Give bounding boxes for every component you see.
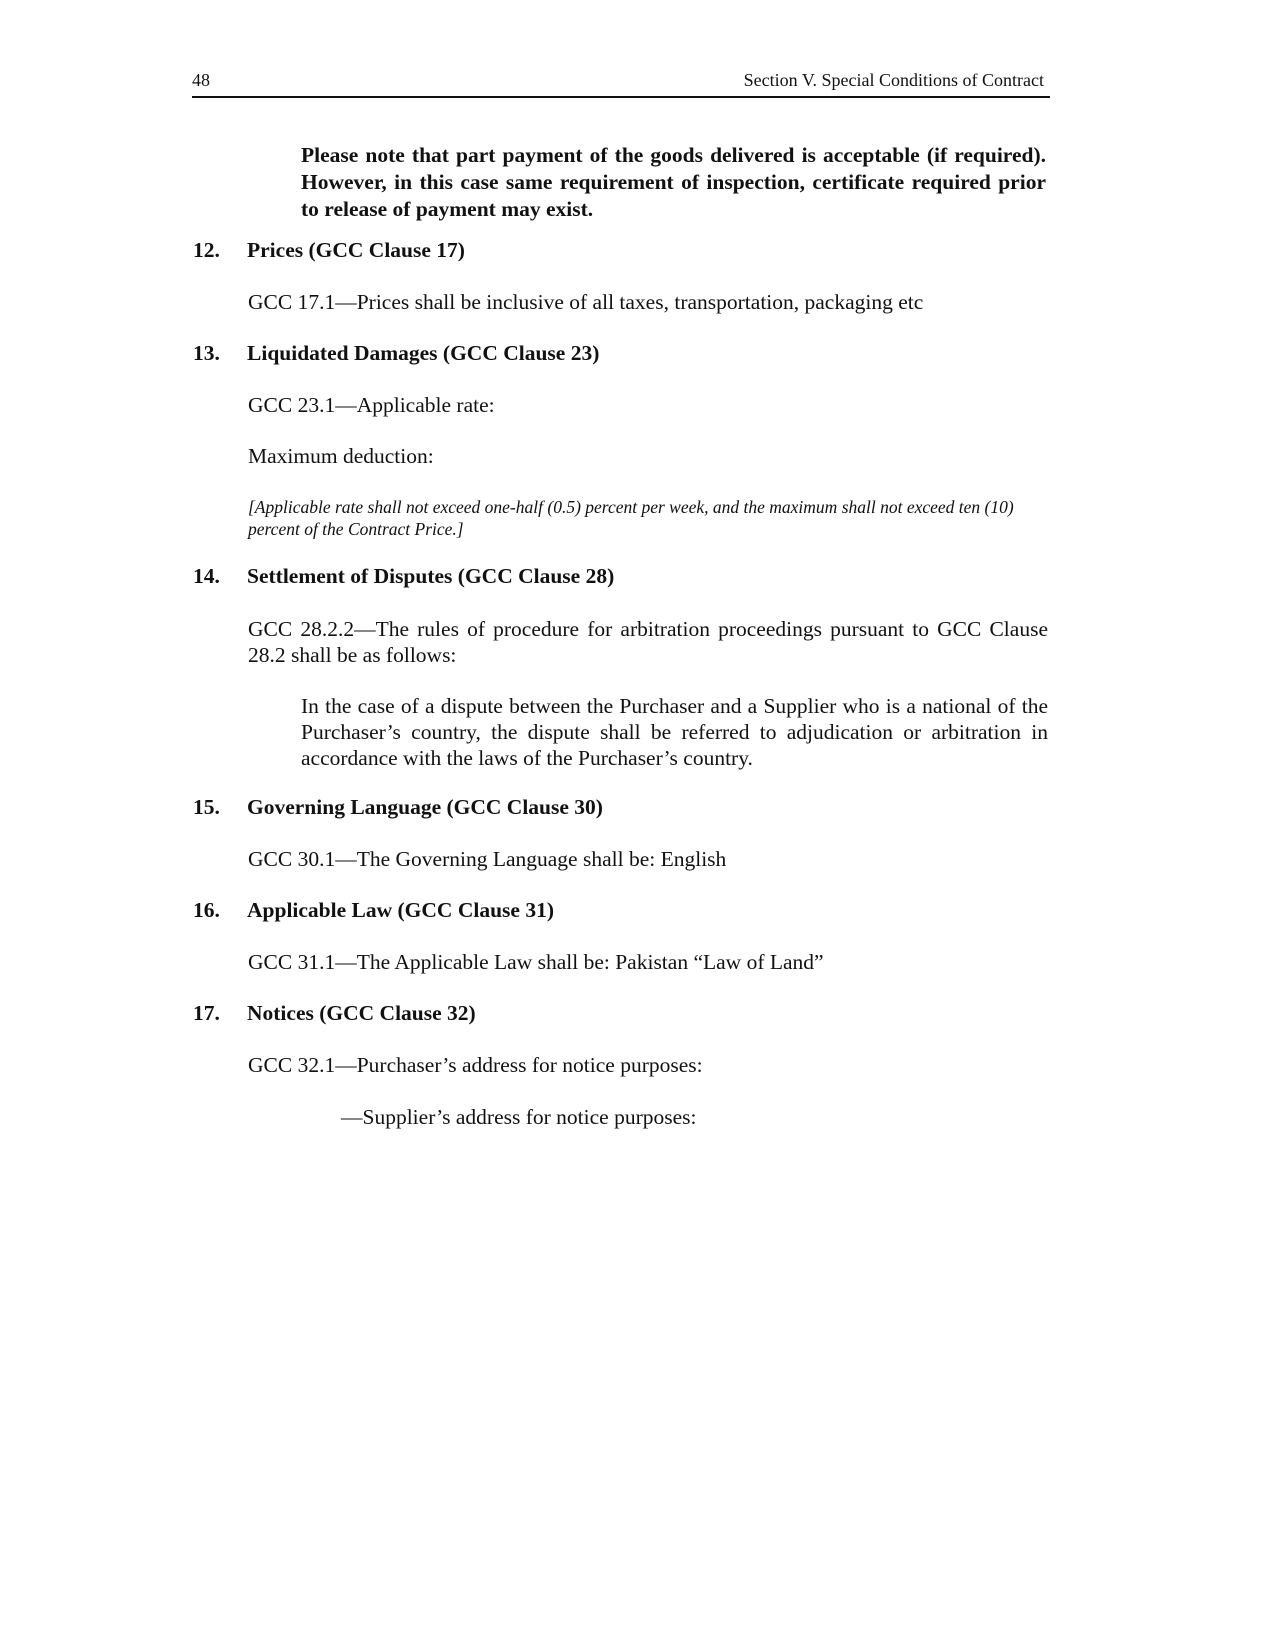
header-title: Section V. Special Conditions of Contract xyxy=(743,70,1044,90)
section-12-heading: 12. Prices (GCC Clause 17) xyxy=(193,238,465,262)
section-17-heading: 17. Notices (GCC Clause 32) xyxy=(193,1001,476,1025)
para-gcc-28-2-2: GCC 28.2.2—The rules of procedure for arbitration proceedings pursuant to GCC Clause 28.2 shall be as follows: xyxy=(248,617,1048,667)
para-gcc-23-1: GCC 23.1—Applicable rate: xyxy=(248,393,495,417)
section-14-heading: 14. Settlement of Disputes (GCC Clause 28) xyxy=(193,564,615,588)
para-instruction-note: [Applicable rate shall not exceed one-half (0.5) percent per week, and the maximum shall not exceed ten (10) percent of the Contract Price.] xyxy=(248,497,1014,539)
para-gcc-32-1: GCC 32.1—Purchaser’s address for notice purposes: xyxy=(248,1053,703,1077)
para-gcc-31-1: GCC 31.1—The Applicable Law shall be: Pakistan “Law of Land” xyxy=(248,950,824,974)
section-13-heading: 13. Liquidated Damages (GCC Clause 23) xyxy=(193,341,600,365)
para-dispute-rule: In the case of a dispute between the Purchaser and a Supplier who is a national of the Purchaser’s country, the dispute shall be referred to adjudication or arbitration in accordance with the laws of the Purchaser’s country. xyxy=(301,694,1048,770)
para-max-deduction: Maximum deduction: xyxy=(248,444,434,468)
section-16-heading: 16. Applicable Law (GCC Clause 31) xyxy=(193,898,554,922)
page-number: 48 xyxy=(192,70,210,90)
para-gcc-30-1: GCC 30.1—The Governing Language shall be: English xyxy=(248,847,727,871)
section-15-heading: 15. Governing Language (GCC Clause 30) xyxy=(193,795,603,819)
page-header xyxy=(192,70,1050,98)
para-gcc-17-1: GCC 17.1—Prices shall be inclusive of all taxes, transportation, packaging etc xyxy=(248,290,924,314)
part-payment-note: Please note that part payment of the goods delivered is acceptable (if required). However, in this case same requirement of inspection, certificate required prior to release of payment may exist. xyxy=(301,143,1046,221)
para-supplier-address: —Supplier’s address for notice purposes: xyxy=(341,1105,697,1129)
